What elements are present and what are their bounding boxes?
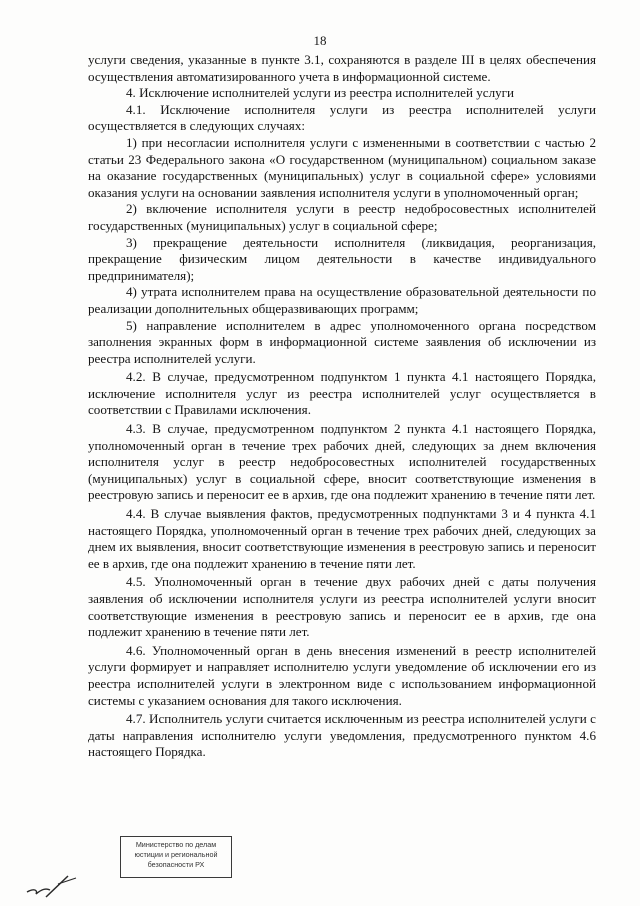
paragraph-4-2: 4.2. В случае, предусмотренном подпунктом 1 пункта 4.1 настоящего Порядка, исключение исполнителя услуг из реестра исполнителей услуг осуществляется в соответствии с Правилами исключения. (88, 369, 596, 418)
stamp-line-2: юстиции и региональной (134, 850, 218, 859)
paragraph-4-7: 4.7. Исполнитель услуги считается исключенным из реестра исполнителей услуги с даты направления исполнителю услуги уведомления, предусмотренного пунктом 4.6 настоящего Порядка. (88, 711, 596, 760)
paragraph-4-5: 4.5. Уполномоченный орган в течение двух рабочих дней с даты получения заявления об исключении исполнителя услуги из реестра исполнителей услуги вносит соответствующие изменения в реестровую запись и переносит ее в архив, где она подлежит хранению в течение пяти лет. (88, 574, 596, 640)
paragraph-4-4: 4.4. В случае выявления фактов, предусмотренных подпунктами 3 и 4 пункта 4.1 настоящего Порядка, уполномоченный орган в течение трех рабочих дней, следующих за днем их выявления, вносит соответствующие изменения в реестровую запись и переносит ее в архив, где она подлежит хранению в течение пяти лет. (88, 506, 596, 571)
list-item-2: 2) включение исполнителя услуги в реестр недобросовестных исполнителей государственных (муниципальных) услуг в социальной сфере; (88, 201, 596, 233)
list-item-5: 5) направление исполнителем в адрес уполномоченного органа посредством заполнения экранных форм в информационной системе заявления об исключении из реестра исполнителей услуги. (88, 317, 596, 366)
paragraph-4-1: 4.1. Исключение исполнителя услуги из реестра исполнителей услуги осуществляется в следующих случаях: (88, 101, 596, 134)
list-item-1: 1) при несогласии исполнителя услуги с измененными в соответствии с частью 2 статьи 23 Федерального закона «О государственном (муниципальном) социальном заказе на оказание государственных (муниципальных) услуг в социальной сфере» условиями оказания услуги на основании заявления исполнителя услуги в уполномоченный орган; (88, 134, 596, 200)
ministry-stamp (120, 836, 232, 878)
handwritten-signature (24, 870, 84, 900)
paragraph-4-3: 4.3. В случае, предусмотренном подпунктом 2 пункта 4.1 настоящего Порядка, уполномоченный орган в течение трех рабочих дней, следующих за днем включения исполнителя услуг в реестр недобросовестных исполнителей государственных (муниципальных) услуг в социальной сфере, вносит соответствующие изменения в реестровую запись и переносит ее в архив, где она подлежит хранению в течение пяти лет. (88, 421, 596, 503)
list-item-3: 3) прекращение деятельности исполнителя (ликвидация, реорганизация, прекращение физическим лицом деятельности в качестве индивидуального предпринимателя); (88, 234, 596, 283)
list-item-4: 4) утрата исполнителем права на осуществление образовательной деятельности по реализации дополнительных общеразвивающих программ; (88, 284, 596, 316)
paragraph-4-6: 4.6. Уполномоченный орган в день внесения изменений в реестр исполнителей услуги формирует и направляет исполнителю услуги уведомление об исключении его из реестра исполнителей услуги в электронном виде с использованием информационной системы с указанием основания для такого исключения. (88, 642, 596, 708)
page-number: 18 (313, 33, 327, 48)
paragraph-continuation: услуги сведения, указанные в пункте 3.1, сохраняются в разделе III в целях обеспечения осуществления автоматизированного учета в информационной системе. (88, 52, 596, 84)
section-heading: 4. Исключение исполнителей услуги из реестра исполнителей услуги (126, 85, 515, 101)
stamp-line-1: Министерство по делам (135, 840, 217, 849)
document-body (88, 52, 596, 761)
stamp-line-3: безопасности РХ (147, 860, 205, 869)
